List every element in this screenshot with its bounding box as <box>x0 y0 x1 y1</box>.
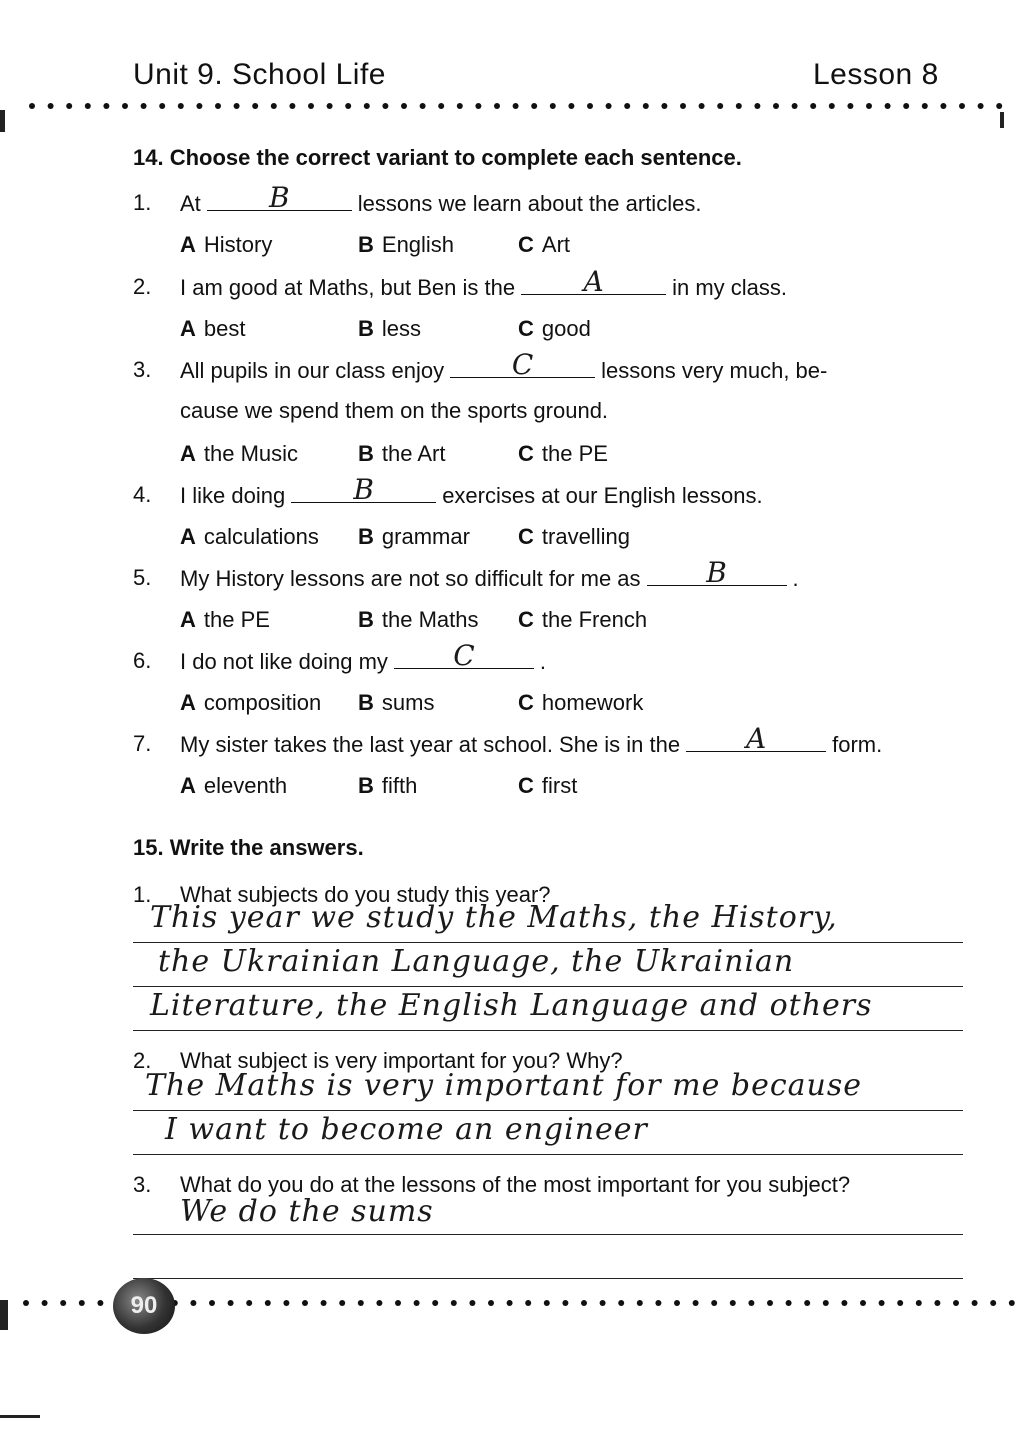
divider-dot <box>66 103 72 109</box>
divider-dot <box>550 103 556 109</box>
divider-dot <box>990 1300 996 1306</box>
divider-dot <box>209 1300 215 1306</box>
question-sentence <box>180 181 702 217</box>
divider-dot <box>252 103 258 109</box>
divider-dot <box>215 103 221 109</box>
exercise-15-title: 15. Write the answers. <box>133 835 364 860</box>
option-letter: B <box>358 773 374 798</box>
divider-dot <box>451 1300 457 1306</box>
divider-dot <box>885 103 891 109</box>
divider-dot <box>395 1300 401 1306</box>
sentence-start: I like doing <box>180 483 286 508</box>
divider-dot <box>562 1300 568 1306</box>
divider-dot <box>228 1300 234 1306</box>
answer-line <box>133 1110 963 1111</box>
sentence-end: . <box>792 566 799 591</box>
option-text: History <box>203 232 273 257</box>
option-letter: C <box>518 524 534 549</box>
question-number: 2. <box>133 1048 152 1073</box>
option-text: composition <box>203 690 322 715</box>
divider-dot <box>159 103 165 109</box>
divider-dot <box>327 103 333 109</box>
sentence-end: form. <box>832 732 883 757</box>
divider-dot <box>103 103 109 109</box>
divider-dot <box>661 103 667 109</box>
divider-dot <box>767 1300 773 1306</box>
option-text: calculations <box>203 524 319 549</box>
scan-edge-mark <box>0 1300 8 1330</box>
divider-dot <box>693 1300 699 1306</box>
option-a[interactable] <box>180 524 319 550</box>
divider-dot <box>246 1300 252 1306</box>
divider-dot <box>358 1300 364 1306</box>
handwritten-answer: The Maths is very important for me because <box>145 1068 862 1103</box>
option-letter: C <box>518 232 534 257</box>
lesson-label: Lesson 8 <box>813 58 939 91</box>
answer-blank[interactable] <box>647 556 787 589</box>
divider-dot <box>940 103 946 109</box>
option-c[interactable] <box>518 441 608 467</box>
option-letter: A <box>180 690 196 715</box>
divider-dot <box>916 1300 922 1306</box>
answer-line <box>133 1030 963 1031</box>
question-sentence <box>180 265 788 301</box>
answer-blank[interactable] <box>291 473 436 506</box>
option-letter: A <box>180 316 196 341</box>
divider-dot <box>23 1300 29 1306</box>
divider-dot <box>841 1300 847 1306</box>
divider-dot <box>414 1300 420 1306</box>
divider-dot <box>717 103 723 109</box>
question-text: What subject is very important for you? Why? <box>180 1048 623 1073</box>
divider-dot <box>141 103 147 109</box>
question-number: 6. <box>133 648 152 673</box>
question-text: What subjects do you study this year? <box>180 882 551 907</box>
divider-dot <box>637 1300 643 1306</box>
divider-dot <box>736 103 742 109</box>
divider-dot <box>786 1300 792 1306</box>
option-c[interactable] <box>518 773 577 799</box>
divider-dot <box>475 103 481 109</box>
question-sentence <box>180 639 547 675</box>
divider-dot <box>792 103 798 109</box>
handwritten-answer-letter: A <box>583 265 604 298</box>
divider-dot <box>680 103 686 109</box>
option-a[interactable] <box>180 690 321 716</box>
option-letter: C <box>518 441 534 466</box>
scan-edge-mark <box>1000 112 1004 128</box>
handwritten-answer-letter: C <box>453 639 475 672</box>
divider-dot <box>513 103 519 109</box>
divider-dot <box>432 1300 438 1306</box>
sentence-end: in my class. <box>672 275 788 300</box>
divider-dot <box>674 1300 680 1306</box>
option-letter: A <box>180 607 196 632</box>
option-text: best <box>203 316 246 341</box>
divider-dot <box>376 1300 382 1306</box>
option-letter: C <box>518 607 534 632</box>
divider-dot <box>972 1300 978 1306</box>
divider-dot <box>469 1300 475 1306</box>
sentence-end: lessons very much, be- <box>601 358 828 383</box>
divider-dot <box>196 103 202 109</box>
question-sentence <box>180 722 883 758</box>
scan-edge-mark <box>0 1415 40 1418</box>
answer-blank[interactable] <box>450 348 595 381</box>
divider-dot <box>959 103 965 109</box>
divider-dot <box>178 103 184 109</box>
divider-dot <box>810 103 816 109</box>
divider-dot <box>190 1300 196 1306</box>
divider-dot <box>581 1300 587 1306</box>
option-letter: A <box>180 441 196 466</box>
handwritten-answer: This year we study the Maths, the History, <box>150 900 838 935</box>
divider-dot <box>922 103 928 109</box>
option-letter: B <box>358 524 374 549</box>
option-text: good <box>541 316 591 341</box>
answer-blank[interactable] <box>686 722 826 755</box>
sentence-continuation: cause we spend them on the sports ground. <box>180 398 609 423</box>
option-text: the French <box>541 607 648 632</box>
divider-dot <box>978 103 984 109</box>
divider-dot <box>488 1300 494 1306</box>
handwritten-answer-letter: B <box>706 556 727 589</box>
option-letter: B <box>358 690 374 715</box>
divider-dot <box>401 103 407 109</box>
option-letter: B <box>358 607 374 632</box>
option-text: travelling <box>541 524 630 549</box>
divider-dot <box>600 1300 606 1306</box>
divider-dot <box>525 1300 531 1306</box>
option-text: English <box>381 232 455 257</box>
divider-dot <box>748 1300 754 1306</box>
sentence-start: My sister takes the last year at school. She is in the <box>180 732 681 757</box>
question-number: 5. <box>133 565 152 590</box>
option-letter: C <box>518 316 534 341</box>
option-letter: B <box>358 441 374 466</box>
divider-dot <box>934 1300 940 1306</box>
divider-dot <box>438 103 444 109</box>
divider-dot <box>321 1300 327 1306</box>
divider-dot <box>624 103 630 109</box>
divider-dot <box>457 103 463 109</box>
answer-blank[interactable] <box>207 181 352 214</box>
divider-dot <box>587 103 593 109</box>
divider-dot <box>265 1300 271 1306</box>
divider-dot <box>48 103 54 109</box>
option-b[interactable] <box>358 773 417 799</box>
divider-dot <box>339 1300 345 1306</box>
option-text: the PE <box>203 607 270 632</box>
divider-dot <box>618 1300 624 1306</box>
question-number: 3. <box>133 357 152 382</box>
question-number: 3. <box>133 1172 152 1197</box>
option-text: eleventh <box>203 773 288 798</box>
divider-dot <box>544 1300 550 1306</box>
divider-dot <box>903 103 909 109</box>
divider-dot <box>996 103 1002 109</box>
divider-dot <box>655 1300 661 1306</box>
divider-dot <box>85 103 91 109</box>
option-letter: A <box>180 232 196 257</box>
answer-line <box>133 1278 963 1279</box>
divider-dot <box>568 103 574 109</box>
sentence-end: lessons we learn about the articles. <box>357 191 702 216</box>
divider-dot <box>364 103 370 109</box>
option-text: the Art <box>381 441 446 466</box>
option-c[interactable] <box>518 316 591 342</box>
option-text: Art <box>541 232 571 257</box>
divider-dot <box>531 103 537 109</box>
option-a[interactable] <box>180 232 272 258</box>
divider-dot <box>308 103 314 109</box>
question-sentence <box>180 473 763 509</box>
sentence-start: All pupils in our class enjoy <box>180 358 445 383</box>
option-letter: A <box>180 524 196 549</box>
question-sentence <box>180 348 828 384</box>
option-text: first <box>541 773 578 798</box>
option-text: homework <box>541 690 644 715</box>
option-letter: B <box>358 232 374 257</box>
handwritten-answer: the Ukrainian Language, the Ukrainian <box>158 944 795 979</box>
option-a[interactable] <box>180 607 270 633</box>
divider-dot <box>866 103 872 109</box>
option-a[interactable] <box>180 441 298 467</box>
option-text: less <box>381 316 422 341</box>
handwritten-answer-letter: A <box>746 722 767 755</box>
option-b[interactable] <box>358 690 434 716</box>
divider-dot <box>79 1300 85 1306</box>
option-c[interactable] <box>518 607 647 633</box>
answer-line <box>133 1234 963 1235</box>
answer-blank[interactable] <box>521 265 666 298</box>
question-sentence <box>180 556 799 592</box>
option-a[interactable] <box>180 316 245 342</box>
option-b[interactable] <box>358 607 479 633</box>
divider-dot <box>271 103 277 109</box>
divider-dot <box>860 1300 866 1306</box>
divider-dot <box>234 103 240 109</box>
exercise-14-title: 14. Choose the correct variant to complete each sentence. <box>133 145 742 170</box>
option-text: the PE <box>541 441 608 466</box>
answer-line <box>133 942 963 943</box>
divider-dot <box>953 1300 959 1306</box>
divider-dot <box>804 1300 810 1306</box>
answer-line <box>133 1154 963 1155</box>
divider-dot <box>711 1300 717 1306</box>
sentence-start: I do not like doing my <box>180 649 388 674</box>
divider-dot <box>699 103 705 109</box>
divider-dot <box>879 1300 885 1306</box>
sentence-end: exercises at our English lessons. <box>442 483 763 508</box>
option-letter: C <box>518 773 534 798</box>
divider-dot <box>283 1300 289 1306</box>
option-b[interactable] <box>358 524 470 550</box>
divider-dot <box>302 1300 308 1306</box>
divider-dot <box>847 103 853 109</box>
handwritten-answer: Literature, the English Language and others <box>150 988 873 1023</box>
question-number: 2. <box>133 274 152 299</box>
option-b[interactable] <box>358 316 421 342</box>
question-number: 1. <box>133 882 152 907</box>
unit-title: Unit 9. School Life <box>133 58 386 91</box>
divider-dot <box>823 1300 829 1306</box>
option-letter: B <box>358 316 374 341</box>
sentence-end: . <box>539 649 547 674</box>
option-text: fifth <box>381 773 418 798</box>
option-text: grammar <box>381 524 470 549</box>
sentence-start: I am good at Maths, but Ben is the <box>180 275 516 300</box>
handwritten-answer: We do the sums <box>180 1194 434 1229</box>
divider-dot <box>773 103 779 109</box>
question-number: 4. <box>133 482 152 507</box>
scan-edge-mark <box>0 110 5 132</box>
option-b[interactable] <box>358 441 445 467</box>
handwritten-answer: I want to become an engineer <box>165 1112 648 1147</box>
divider-dot <box>289 103 295 109</box>
option-text: the Maths <box>381 607 479 632</box>
divider-dot <box>494 103 500 109</box>
option-c[interactable] <box>518 690 643 716</box>
question-number: 7. <box>133 731 152 756</box>
question-text: What do you do at the lessons of the most important for you subject? <box>180 1172 851 1197</box>
divider-dot <box>29 103 35 109</box>
option-a[interactable] <box>180 773 287 799</box>
handwritten-answer-letter: B <box>269 181 290 214</box>
option-b[interactable] <box>358 232 454 258</box>
sentence-start: My History lessons are not so difficult for me as <box>180 566 641 591</box>
dotted-divider-top <box>28 97 1003 115</box>
divider-dot <box>754 103 760 109</box>
option-text: sums <box>381 690 435 715</box>
divider-dot <box>643 103 649 109</box>
option-c[interactable] <box>518 524 630 550</box>
divider-dot <box>97 1300 103 1306</box>
handwritten-answer-letter: C <box>511 348 534 381</box>
divider-dot <box>345 103 351 109</box>
divider-dot <box>420 103 426 109</box>
divider-dot <box>897 1300 903 1306</box>
question-number: 1. <box>133 190 152 215</box>
option-text: the Music <box>203 441 299 466</box>
divider-dot <box>382 103 388 109</box>
sentence-start: At <box>180 191 201 216</box>
divider-dot <box>507 1300 513 1306</box>
answer-line <box>133 986 963 987</box>
divider-dot <box>60 1300 66 1306</box>
divider-dot <box>730 1300 736 1306</box>
divider-dot <box>829 103 835 109</box>
divider-dot <box>1009 1300 1015 1306</box>
divider-dot <box>122 103 128 109</box>
option-c[interactable] <box>518 232 570 258</box>
divider-dot <box>606 103 612 109</box>
divider-dot <box>42 1300 48 1306</box>
handwritten-answer-letter: B <box>353 473 374 506</box>
option-letter: C <box>518 690 534 715</box>
option-letter: A <box>180 773 196 798</box>
page-number-badge: 90 <box>113 1278 175 1334</box>
answer-blank[interactable] <box>394 639 534 672</box>
